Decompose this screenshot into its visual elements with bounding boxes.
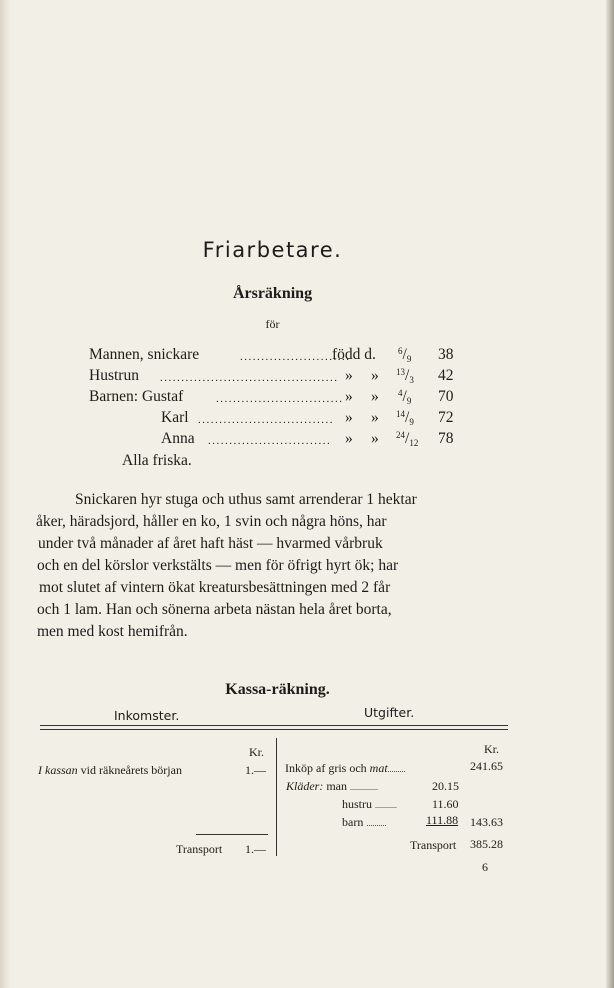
leader-dots: .......................................... (160, 372, 339, 384)
leader-dots: .............. (350, 783, 379, 792)
expense-label: hustru (342, 797, 372, 811)
birth-year: 78 (438, 430, 454, 447)
expense-transport-amount: 385.28 (470, 837, 503, 851)
expense-label: Inköp af gris och (285, 761, 367, 775)
currency-label: Kr. (249, 745, 264, 759)
family-label: » (345, 388, 353, 405)
expense-row (342, 815, 386, 830)
leader-dots: ............................. (208, 435, 332, 447)
income-transport-amount: 1.— (245, 842, 266, 856)
expense-label: barn (342, 815, 364, 829)
all-healthy: Alla friska. (122, 452, 192, 469)
family-label: född d. (332, 346, 376, 363)
page-edge-left (0, 0, 10, 988)
leader-dots: .......... (366, 819, 387, 828)
birth-year: 38 (438, 346, 454, 363)
column-divider (276, 738, 277, 856)
expense-amount: 241.65 (470, 759, 503, 773)
paragraph-line: men med kost hemifrån. (37, 623, 188, 640)
income-label-italic: I kassan (38, 763, 78, 777)
family-role: Karl (161, 409, 189, 426)
income-sum-rule (196, 834, 268, 835)
family-role: Hustrun (89, 367, 139, 384)
paragraph-line: och en del körslor verkstälts — men för öfrigt hyrt ök; har (37, 557, 399, 574)
family-label: » (371, 430, 379, 447)
income-header: Inkomster. (114, 708, 180, 723)
family-label: » (345, 367, 353, 384)
leader-dots: ........... (375, 801, 397, 810)
family-label: » (371, 367, 379, 384)
family-role: Barnen: Gustaf (89, 388, 184, 405)
income-amount: 1.— (245, 763, 266, 777)
family-label: » (371, 388, 379, 405)
paragraph-line: under två månader af året haft häst — hvarmed vårbruk (38, 535, 383, 552)
leader-dots: ......... (387, 765, 406, 774)
expense-amount: 20.15 (432, 779, 459, 793)
birth-date: $^6$/9 (398, 346, 412, 364)
expense-amount: 11.60 (432, 797, 459, 811)
family-role: Anna (161, 430, 195, 447)
leader-dots: .............................. (216, 393, 344, 405)
income-row (38, 763, 182, 778)
page-number: 6 (482, 860, 488, 874)
currency-label: Kr. (484, 742, 499, 756)
birth-year: 72 (438, 409, 454, 426)
expense-label-italic: mat (369, 761, 388, 775)
expense-label-italic: Kläder: (286, 779, 324, 793)
cash-account-title: Kassa-räkning. (225, 681, 330, 698)
birth-date: $^4$/9 (398, 388, 412, 406)
family-label: » (345, 430, 353, 447)
expense-transport-label: Transport (410, 838, 457, 852)
for-word: för (265, 317, 280, 331)
birth-date: $^{14}$/9 (396, 409, 414, 427)
expense-row (342, 797, 397, 812)
birth-date: $^{24}$/12 (396, 430, 419, 448)
birth-year: 42 (438, 367, 454, 384)
paragraph-line: åker, häradsjord, håller en ko, 1 svin och några höns, har (36, 513, 387, 530)
income-label: vid räkneårets början (80, 763, 182, 777)
leader-dots: .......................... (240, 351, 351, 363)
family-role: Mannen, snickare (89, 346, 200, 363)
family-label: » (345, 409, 353, 426)
birth-date: $^{13}$/3 (396, 367, 414, 385)
page-title: Friarbetare. (202, 238, 343, 262)
expense-amount: 111.88 (426, 813, 459, 827)
expense-row (286, 779, 378, 794)
family-label: » (371, 409, 379, 426)
expense-subtotal: 143.63 (470, 815, 503, 829)
expense-row (285, 761, 406, 776)
leader-dots: ................................ (198, 414, 334, 426)
table-top-rule-inner (40, 729, 508, 730)
income-transport-label: Transport (176, 842, 223, 856)
subtitle: Årsräkning (232, 285, 313, 302)
paragraph-line: mot slutet af vintern ökat kreatursbesättningen med 2 får (39, 579, 391, 596)
paragraph-line: Snickaren hyr stuga och uthus samt arrenderar 1 hektar (75, 491, 417, 508)
table-top-rule (40, 725, 508, 726)
birth-year: 70 (438, 388, 454, 405)
paragraph-line: och 1 lam. Han och sönerna arbeta nästan hela året borta, (37, 601, 392, 618)
expense-header: Utgifter. (364, 705, 415, 720)
expense-label: man (326, 779, 348, 793)
